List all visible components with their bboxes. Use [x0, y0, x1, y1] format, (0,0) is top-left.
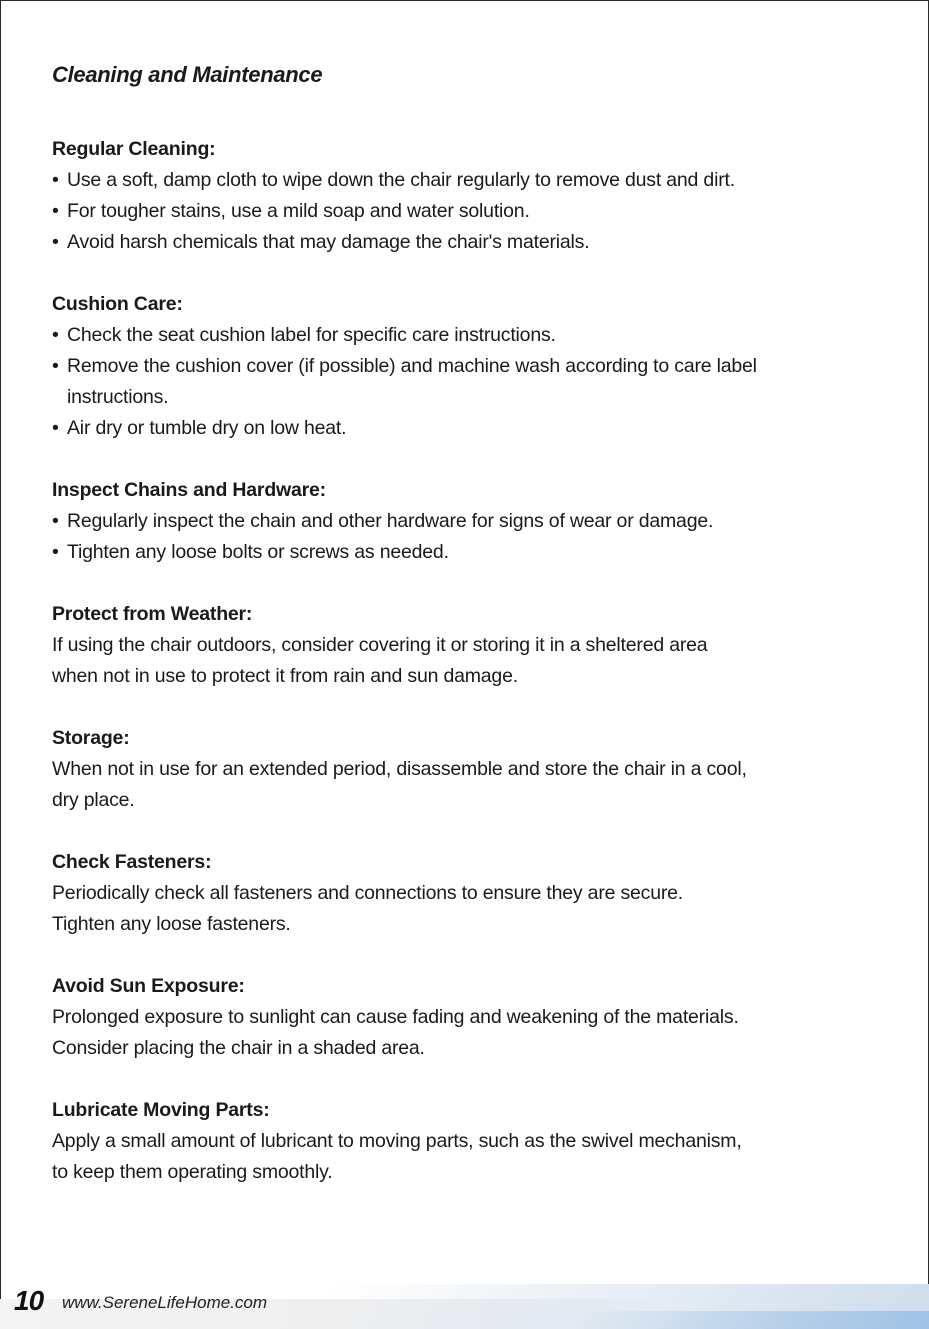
- section-heading: Protect from Weather:: [52, 603, 253, 625]
- bullet-text: For tougher stains, use a mild soap and water solution.: [67, 200, 530, 222]
- bullet-item: [52, 351, 892, 413]
- bullet-icon: •: [52, 169, 59, 191]
- bullet-icon: •: [52, 324, 59, 346]
- paragraph-line: to keep them operating smoothly.: [52, 1161, 333, 1183]
- section-lubricate: [52, 1095, 892, 1188]
- paragraph-line: Apply a small amount of lubricant to moving parts, such as the swivel mechanism,: [52, 1130, 742, 1152]
- bullet-item: [52, 413, 892, 444]
- bullet-text: Air dry or tumble dry on low heat.: [67, 417, 347, 439]
- paragraph-line: when not in use to protect it from rain and sun damage.: [52, 665, 518, 687]
- bullet-icon: •: [52, 355, 59, 377]
- bullet-icon: •: [52, 417, 59, 439]
- bullet-item: [52, 165, 892, 196]
- paragraph-line: If using the chair outdoors, consider covering it or storing it in a sheltered area: [52, 634, 708, 656]
- paragraph-line: dry place.: [52, 789, 135, 811]
- section-heading: Lubricate Moving Parts:: [52, 1099, 270, 1121]
- bullet-text: Avoid harsh chemicals that may damage the chair's materials.: [67, 231, 590, 253]
- section-storage: [52, 723, 892, 816]
- website-url: www.SereneLifeHome.com: [62, 1293, 268, 1312]
- paragraph-line: Prolonged exposure to sunlight can cause fading and weakening of the materials.: [52, 1006, 739, 1028]
- bullet-item: [52, 196, 892, 227]
- paragraph-line: Tighten any loose fasteners.: [52, 913, 291, 935]
- section-heading: Regular Cleaning:: [52, 138, 216, 160]
- section-check-fasteners: [52, 847, 892, 940]
- section-heading: Avoid Sun Exposure:: [52, 975, 245, 997]
- page-footer: [0, 1270, 929, 1329]
- section-protect-weather: [52, 599, 892, 692]
- manual-page-content: [52, 58, 892, 1219]
- paragraph-line: When not in use for an extended period, disassemble and store the chair in a cool,: [52, 758, 747, 780]
- bullet-icon: •: [52, 541, 59, 563]
- bullet-icon: •: [52, 200, 59, 222]
- section-avoid-sun: [52, 971, 892, 1064]
- section-heading: Inspect Chains and Hardware:: [52, 479, 326, 501]
- section-heading: Storage:: [52, 727, 130, 749]
- bullet-item: [52, 320, 892, 351]
- section-regular-cleaning: [52, 134, 892, 258]
- bullet-text: Regularly inspect the chain and other hardware for signs of wear or damage.: [67, 510, 714, 532]
- bullet-text: Use a soft, damp cloth to wipe down the chair regularly to remove dust and dirt.: [67, 169, 735, 191]
- bullet-item: [52, 537, 892, 568]
- page-title: Cleaning and Maintenance: [52, 62, 323, 87]
- bullet-text: Check the seat cushion label for specific care instructions.: [67, 324, 556, 346]
- section-heading: Cushion Care:: [52, 293, 183, 315]
- footer-decorative-wave: [560, 1311, 929, 1329]
- section-heading: Check Fasteners:: [52, 851, 212, 873]
- bullet-text: Tighten any loose bolts or screws as needed.: [67, 541, 449, 563]
- section-cushion-care: [52, 289, 892, 444]
- page-number: 10: [14, 1285, 44, 1316]
- bullet-item: [52, 227, 892, 258]
- bullet-icon: •: [52, 510, 59, 532]
- bullet-text: Remove the cushion cover (if possible) and machine wash according to care label instructions.: [67, 355, 757, 408]
- paragraph-line: Periodically check all fasteners and connections to ensure they are secure.: [52, 882, 684, 904]
- paragraph-line: Consider placing the chair in a shaded area.: [52, 1037, 425, 1059]
- bullet-item: [52, 506, 892, 537]
- section-inspect-chains: [52, 475, 892, 568]
- bullet-icon: •: [52, 231, 59, 253]
